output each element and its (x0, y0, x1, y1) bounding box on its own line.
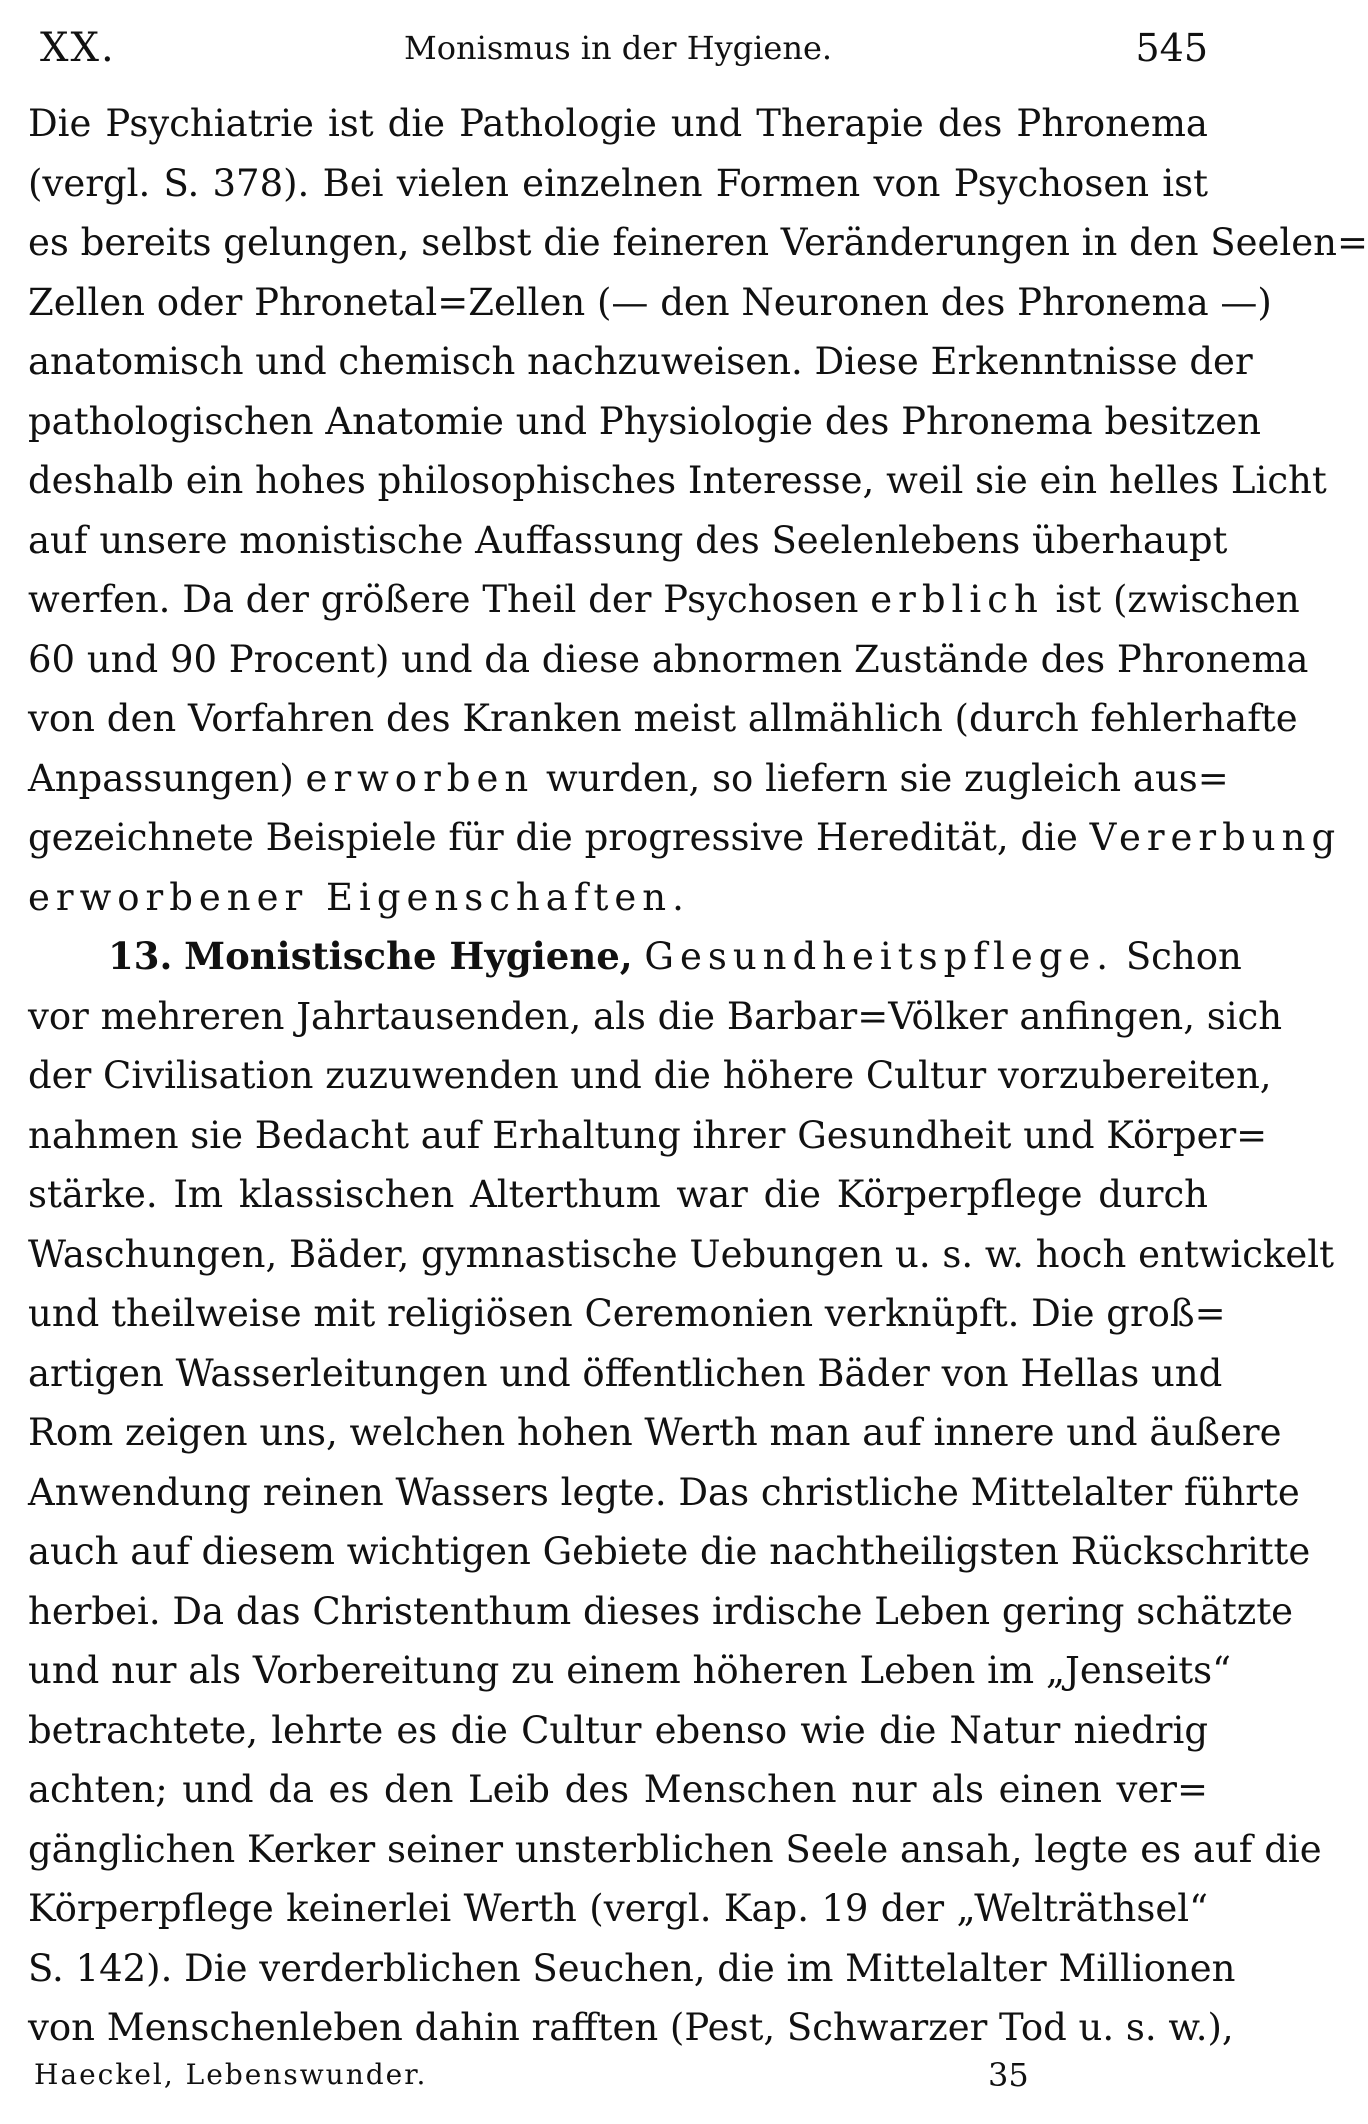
text-line: Zellen oder Phronetal=Zellen (— den Neuronen des Phronema —) (28, 280, 1272, 324)
text-line: auf unsere monistische Auffassung des Seelenlebens überhaupt (28, 518, 1228, 562)
running-title: Monismus in der Hygiene. (403, 29, 833, 67)
text-line: von den Vorfahren des Kranken meist allmählich (durch fehlerhafte (28, 697, 1298, 740)
text-segment: ist (zwischen (1055, 578, 1300, 621)
page-footer (28, 2050, 1208, 2100)
text-line: nahmen sie Bedacht auf Erhaltung ihrer Gesundheit und Körper= (28, 1113, 1268, 1157)
text-line: vor mehreren Jahrtausenden, als die Barbar=Völker anfingen, sich (28, 994, 1283, 1038)
section-number: 13. (108, 934, 173, 978)
text-line: Anwendung reinen Wassers legte. Das christliche Mittelalter führte (28, 1470, 1300, 1514)
text-line: es bereits gelungen, selbst die feineren Veränderungen in den Seelen= (28, 221, 1368, 264)
section-heading-line (28, 927, 1242, 987)
section-title: Monistische Hygiene, (184, 934, 633, 978)
text-line: (vergl. S. 378). Bei vielen einzelnen Formen von Psychosen ist (28, 161, 1208, 205)
text-segment: Schon (1125, 935, 1242, 978)
book-page (28, 0, 1368, 2124)
signature-mark: 35 (988, 2056, 1029, 2094)
section-subtitle: Gesundheitspflege. (644, 935, 1115, 978)
text-segment: Anpassungen) (28, 756, 294, 800)
text-line: 60 und 90 Procent) und da diese abnormen Zustände des Phronema (28, 637, 1309, 681)
text-line: anatomisch und chemisch nachzuweisen. Diese Erkenntnisse der (28, 340, 1253, 383)
text-line: gänglichen Kerker seiner unsterblichen Seele ansah, legte es auf die (28, 1827, 1322, 1871)
text-line: auch auf diesem wichtigen Gebiete die nachtheiligsten Rückschritte (28, 1530, 1311, 1573)
text-line: deshalb ein hohes philosophisches Interesse, weil sie ein helles Licht (28, 459, 1327, 502)
emphasis-erworben: erworben (305, 756, 535, 800)
page-number: 545 (1135, 26, 1208, 70)
emphasis-vererbung: Vererbung (1089, 816, 1342, 859)
text-line: betrachtete, lehrte es die Cultur ebenso wie die Natur niedrig (28, 1708, 1208, 1752)
text-line: S. 142). Die verderblichen Seuchen, die im Mittelalter Millionen (28, 1946, 1236, 1990)
running-header (28, 18, 1208, 78)
text-line (28, 570, 1300, 630)
text-line: von Menschenleben dahin rafften (Pest, Schwarzer Tod u. s. w.), (28, 2006, 1234, 2049)
text-line: und nur als Vorbereitung zu einem höheren Leben im „Jenseits“ (28, 1649, 1232, 1692)
text-line: stärke. Im klassischen Alterthum war die Körperpflege durch (28, 1173, 1208, 1216)
text-line: artigen Wasserleitungen und öffentlichen Bäder von Hellas und (28, 1351, 1223, 1395)
text-line (28, 808, 1342, 868)
body-text (28, 94, 1368, 2058)
text-line: und theilweise mit religiösen Ceremonien verknüpft. Die groß= (28, 1292, 1226, 1335)
text-segment: werfen. Da der größere Theil der Psychosen (28, 578, 859, 621)
text-line: pathologischen Anatomie und Physiologie des Phronema besitzen (28, 399, 1261, 443)
text-line: erworbener Eigenschaften. (28, 875, 690, 919)
emphasis-erblich: erblich (870, 578, 1044, 621)
text-line: Rom zeigen uns, welchen hohen Werth man auf innere und äußere (28, 1411, 1282, 1454)
text-line: herbei. Da das Christenthum dieses irdische Leben gering schätzte (28, 1589, 1293, 1633)
text-line: Die Psychiatrie ist die Pathologie und Therapie des Phronema (28, 102, 1208, 145)
chapter-number: XX. (40, 25, 116, 71)
text-line: Körperpflege keinerlei Werth (vergl. Kap. 19 der „Welträthsel“ (28, 1887, 1208, 1930)
text-line: achten; und da es den Leib des Menschen nur als einen ver= (28, 1768, 1208, 1811)
text-line (28, 749, 1229, 809)
text-segment: wurden, so liefern sie zugleich aus= (545, 756, 1229, 800)
text-segment: gezeichnete Beispiele für die progressive Heredität, die (28, 816, 1078, 859)
text-line: der Civilisation zuzuwenden und die höhere Cultur vorzubereiten, (28, 1054, 1272, 1097)
text-line: Waschungen, Bäder, gymnastische Uebungen u. s. w. hoch entwickelt (28, 1232, 1334, 1276)
footer-author-title: Haeckel, Lebenswunder. (34, 2058, 428, 2091)
